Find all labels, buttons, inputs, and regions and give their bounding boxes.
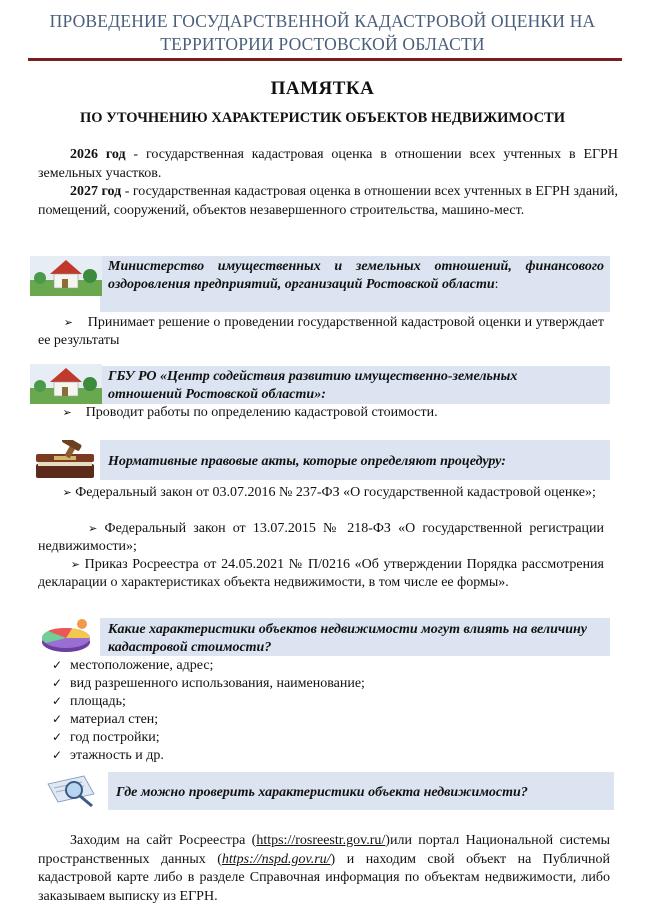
house-icon [30,256,102,296]
nspd-link[interactable]: https://nspd.gov.ru/ [221,851,331,867]
page-subtitle: ПО УТОЧНЕНИЮ ХАРАКТЕРИСТИК ОБЪЕКТОВ НЕДВИЖИМОСТИ [80,110,565,126]
intro-text-2: - государственная кадастровая оценка в отношении всех учтенных в ЕГРН зданий, помещений, сооружений, объектов незавершенного строительства, машино-мест. [38,184,619,218]
arrow-bullet-icon: ➢ [38,558,85,571]
law-item-2: ➢ Федеральный закон от 13.07.2015 № 218-ФЗ «О государственной регистрации недвижимости»; [38,521,604,554]
law-item-1: ➢ Федеральный закон от 03.07.2016 № 237-ФЗ «О государственной кадастровой оценке»; [38,485,596,500]
arrow-bullet-icon: ➢ [38,522,105,535]
intro-paragraph-2 [38,183,618,220]
header-divider [28,58,622,61]
footer-paragraph: Заходим на сайт Росреестра (https://rosreestr.gov.ru/)или портал Национальной системы пространственных данных (https://nspd.gov.ru/) и находим свой объект на Публичной кадастровой карте либо в разделе Справочная информация по объектам недвижимости, либо заказываем выписку из ЕГРН. [38,833,611,904]
law-item-3: ➢ Приказ Росреестра от 24.05.2021 № П/0216 «Об утверждении Порядка рассмотрения декларации о характеристиках объекта недвижимости, в том числе ее формы». [38,557,604,590]
characteristic-item: ✓ вид разрешенного использования, наименование; [52,676,365,691]
year-2026: 2026 год [70,147,126,162]
check-icon: ✓ [52,676,63,690]
characteristic-item: ✓ год постройки; [52,730,160,745]
header-line-2: ТЕРРИТОРИИ РОСТОВСКОЙ ОБЛАСТИ [160,34,485,54]
intro-paragraph-1 [38,146,618,183]
document-header [30,10,615,56]
header-line-1: ПРОВЕДЕНИЕ ГОСУДАРСТВЕННОЙ КАДАСТРОВОЙ ОЦЕНКИ НА [49,11,596,31]
pie-chart-icon [38,614,96,656]
check-icon: ✓ [52,694,63,708]
law-book-gavel-icon [32,440,102,484]
section-gbu-heading: ГБУ РО «Центр содействия развитию имущественно-земельных отношений Ростовской области»: [108,369,518,402]
characteristic-item: ✓ площадь; [52,694,126,709]
check-icon: ✓ [52,712,63,726]
section-laws-heading: Нормативные правовые акты, которые определяют процедуру: [108,454,506,469]
arrow-bullet-icon: ➢ [38,406,86,419]
magnifier-document-icon [44,772,104,810]
check-icon: ✓ [52,658,63,672]
characteristic-item: ✓ этажность и др. [52,748,164,763]
page-title: ПАМЯТКА [270,78,375,99]
characteristic-item: ✓ материал стен; [52,712,159,727]
house-icon [30,364,102,404]
check-icon: ✓ [52,748,63,762]
year-2027: 2027 год [70,184,122,199]
section-characteristics-heading: Какие характеристики объектов недвижимости могут влиять на величину кадастровой стоимости? [108,622,588,655]
section-check-heading: Где можно проверить характеристики объекта недвижимости? [116,785,528,800]
gbu-bullet: ➢ Проводит работы по определению кадастровой стоимости. [38,405,438,420]
intro-text-1: - государственная кадастровая оценка в отношении всех учтенных в ЕГРН земельных участков. [38,147,618,181]
check-icon: ✓ [52,730,63,744]
characteristic-item: ✓ местоположение, адрес; [52,658,214,673]
arrow-bullet-icon: ➢ [38,316,88,329]
rosreestr-link[interactable]: https://rosreestr.gov.ru/ [256,833,386,848]
ministry-bullet: ➢ Принимает решение о проведении государственной кадастровой оценки и утверждает ее результаты [38,315,605,348]
arrow-bullet-icon: ➢ [38,486,76,499]
section-ministry-heading: Министерство имущественных и земельных отношений, финансового оздоровления предприятий, организаций Ростовской области: [108,259,604,292]
